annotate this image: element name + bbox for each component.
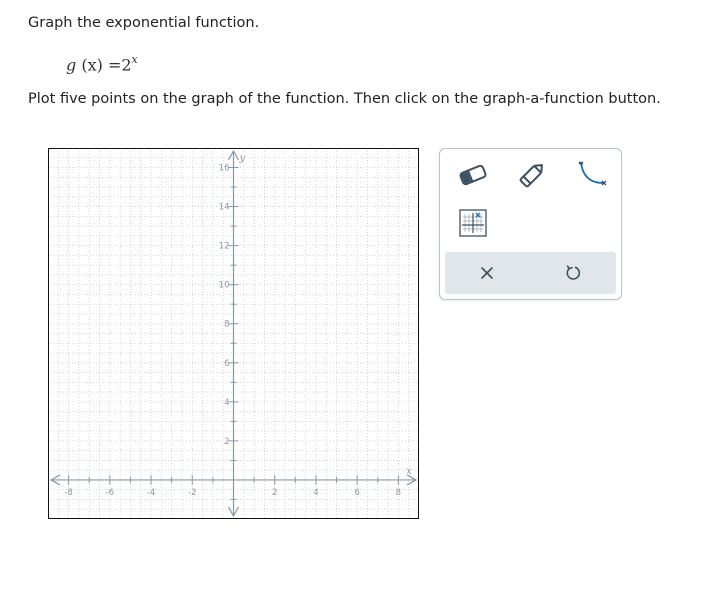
y-tick-label: 8 xyxy=(224,319,230,330)
graph-area[interactable] xyxy=(48,148,419,519)
action-bar xyxy=(445,252,616,294)
function-base: 2 xyxy=(121,55,132,75)
instruction-title: Graph the exponential function. xyxy=(28,15,260,31)
function-argument: (x) xyxy=(81,55,103,75)
eraser-icon xyxy=(457,161,489,189)
x-axis-label: x xyxy=(406,465,412,477)
undo-button[interactable] xyxy=(553,258,593,288)
graph-toolbox xyxy=(439,148,622,300)
undo-icon xyxy=(564,264,582,282)
y-tick-label: 12 xyxy=(218,241,230,252)
x-tick-label: -4 xyxy=(146,487,156,498)
x-tick-label: 2 xyxy=(272,487,278,498)
y-tick-label: 14 xyxy=(218,202,230,213)
function-equation xyxy=(66,54,138,74)
y-axis-label: y xyxy=(239,153,246,164)
x-tick-label: 6 xyxy=(354,487,360,498)
x-tick-label: 4 xyxy=(313,487,319,498)
function-name: g xyxy=(66,55,77,75)
clear-button[interactable] xyxy=(467,258,507,288)
pencil-icon xyxy=(516,160,548,190)
exponential-curve-tool-button[interactable] xyxy=(572,159,612,191)
x-tick-label: -8 xyxy=(64,487,73,498)
y-tick-label: 2 xyxy=(224,436,230,447)
graph-function-icon xyxy=(458,208,488,238)
graph-a-function-button[interactable] xyxy=(453,207,493,239)
equals-sign: = xyxy=(107,55,122,75)
pencil-tool-button[interactable] xyxy=(512,159,552,191)
y-tick-label: 4 xyxy=(224,397,230,408)
instruction-subtitle: Plot five points on the graph of the function. Then click on the graph-a-function button. xyxy=(28,91,661,107)
eraser-tool-button[interactable] xyxy=(453,159,493,191)
graph-canvas[interactable] xyxy=(48,148,419,519)
close-icon xyxy=(479,265,495,281)
y-tick-label: 16 xyxy=(218,163,230,174)
function-exponent: x xyxy=(131,53,138,66)
x-tick-label: -2 xyxy=(188,487,197,498)
curve-icon xyxy=(575,159,609,191)
x-tick-label: 8 xyxy=(395,487,402,498)
y-tick-label: 6 xyxy=(224,358,230,369)
x-tick-label: -6 xyxy=(105,487,115,498)
y-tick-label: 10 xyxy=(218,280,230,291)
